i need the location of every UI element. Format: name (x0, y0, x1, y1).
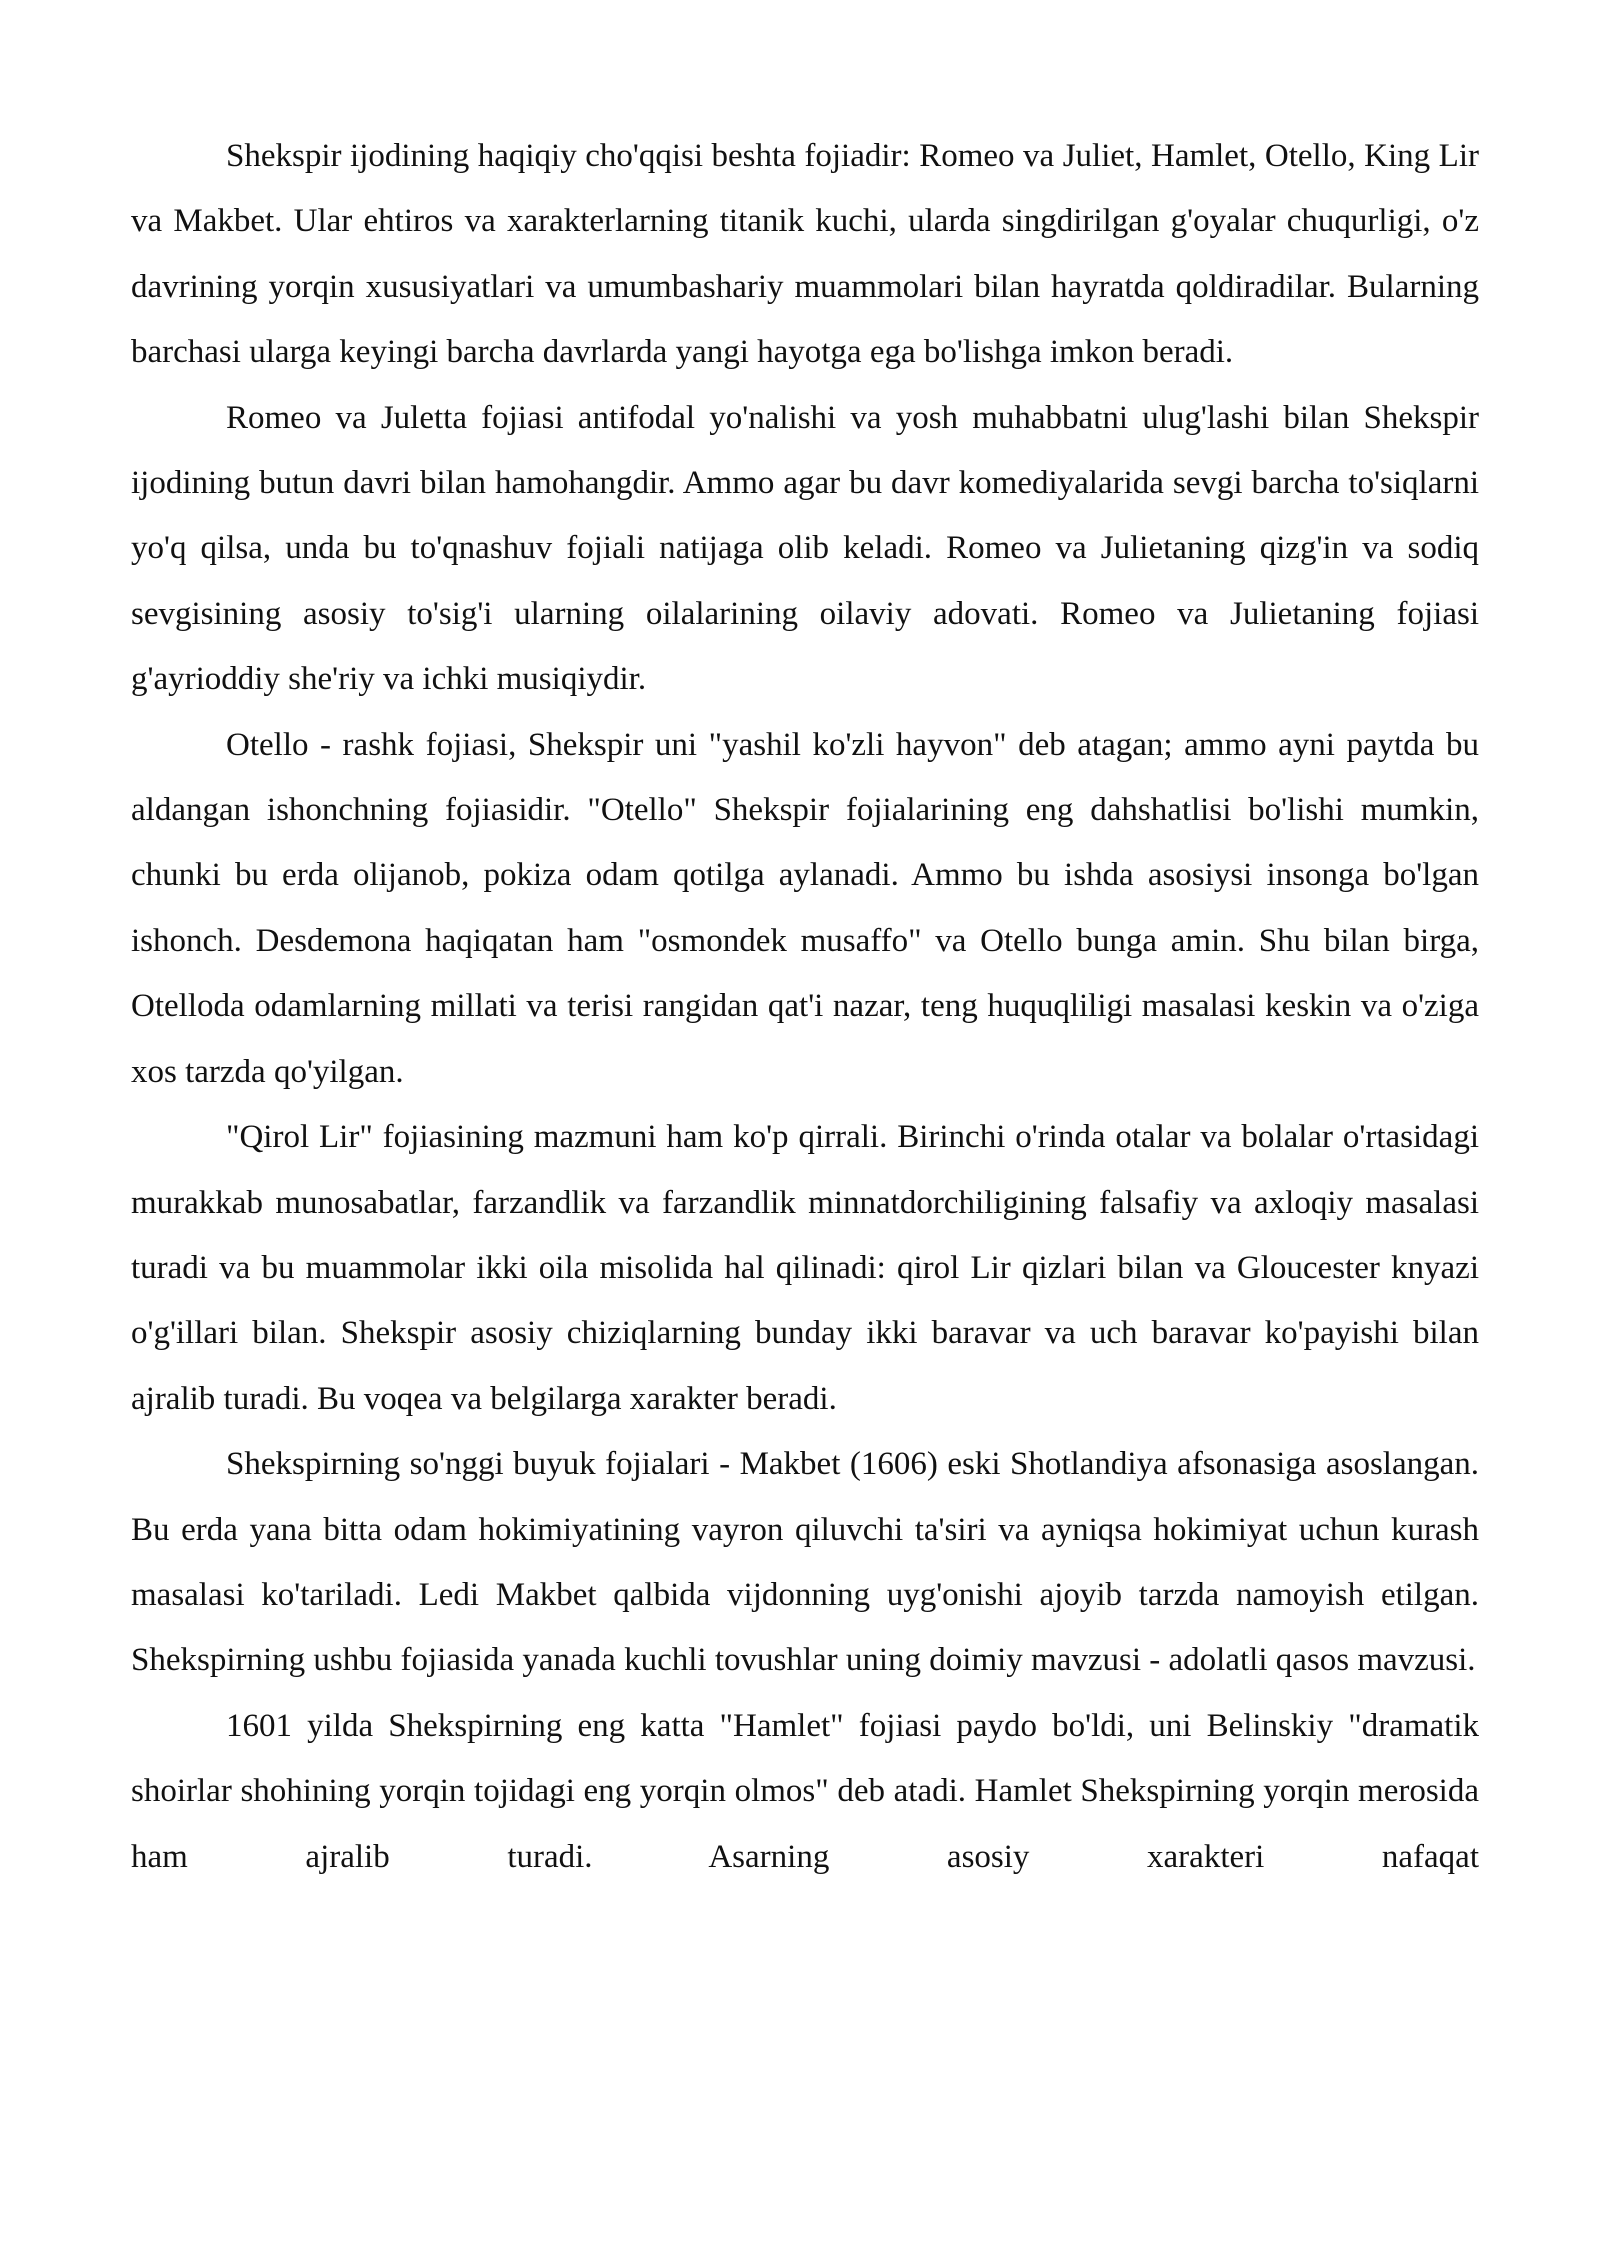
paragraph-romeo-juliet: Romeo va Juletta fojiasi antifodal yo'nalishi va yosh muhabbatni ulug'lashi bilan Shekspir ijodining butun davri bilan hamohangdir. Ammo agar bu davr komediyalarida sevgi barcha to'siqlarni yo'q qilsa, unda bu to'qnashuv fojiali natijaga olib keladi. Romeo va Julietaning qizg'in va sodiq sevgisining asosiy to'sig'i ularning oilalarining oilaviy adovati. Romeo va Julietaning fojiasi g'ayrioddiy she'riy va ichki musiqiydir. (131, 399, 1479, 698)
paragraph-king-lear: "Qirol Lir" fojiasining mazmuni ham ko'p qirrali. Birinchi o'rinda otalar va bolalar o'rtasidagi murakkab munosabatlar, farzandlik va farzandlik minnatdorchiligining falsafiy va axloqiy masalasi turadi va bu muammolar ikki oila misolida hal qilinadi: qirol Lir qizlari bilan va Gloucester knyazi o'g'illari bilan. Shekspir asosiy chiziqlarning bunday ikki baravar va uch baravar ko'payishi bilan ajralib turadi. Bu voqea va belgilarga xarakter beradi. (131, 1119, 1479, 1417)
paragraph-shakespeare-tragedies: Shekspir ijodining haqiqiy cho'qqisi beshta fojiadir: Romeo va Juliet, Hamlet, Otello, King Lir va Makbet. Ular ehtiros va xarakterlarning titanik kuchi, ularda singdirilgan g'oyalar chuqurligi, o'z davrining yorqin xususiyatlari va umumbashariy muammolari bilan hayratda qoldiradilar. Bularning barchasi ularga keyingi barcha davrlarda yangi hayotga ega bo'lishga imkon beradi. (131, 138, 1479, 371)
document-body (131, 124, 1479, 1890)
paragraph-macbeth: Shekspirning so'nggi buyuk fojialari - Makbet (1606) eski Shotlandiya afsonasiga asoslangan. Bu erda yana bitta odam hokimiyatining vayron qiluvchi ta'siri va ayniqsa hokimiyat uchun kurash masalasi ko'tariladi. Ledi Makbet qalbida vijdonning uyg'onishi ajoyib tarzda namoyish etilgan. Shekspirning ushbu fojiasida yanada kuchli tovushlar uning doimiy mavzusi - adolatli qasos mavzusi. (131, 1446, 1479, 1679)
paragraph-hamlet: 1601 yilda Shekspirning eng katta "Hamlet" fojiasi paydo bo'ldi, uni Belinskiy "dramatik shoirlar shohining yorqin tojidagi eng yorqin olmos" deb atadi. Hamlet Shekspirning yorqin merosida ham ajralib turadi. Asarning asosiy xarakteri nafaqat (131, 1707, 1479, 1875)
paragraph-othello: Otello - rashk fojiasi, Shekspir uni "yashil ko'zli hayvon" deb atagan; ammo ayni paytda bu aldangan ishonchning fojiasidir. "Otello" Shekspir fojialarining eng dahshatlisi bo'lishi mumkin, chunki bu erda olijanob, pokiza odam qotilga aylanadi. Ammo bu ishda asosiysi insonga bo'lgan ishonch. Desdemona haqiqatan ham "osmondek musaffo" va Otello bunga amin. Shu bilan birga, Otelloda odamlarning millati va terisi rangidan qat'i nazar, teng huquqliligi masalasi keskin va o'ziga xos tarzda qo'yilgan. (131, 726, 1479, 1090)
